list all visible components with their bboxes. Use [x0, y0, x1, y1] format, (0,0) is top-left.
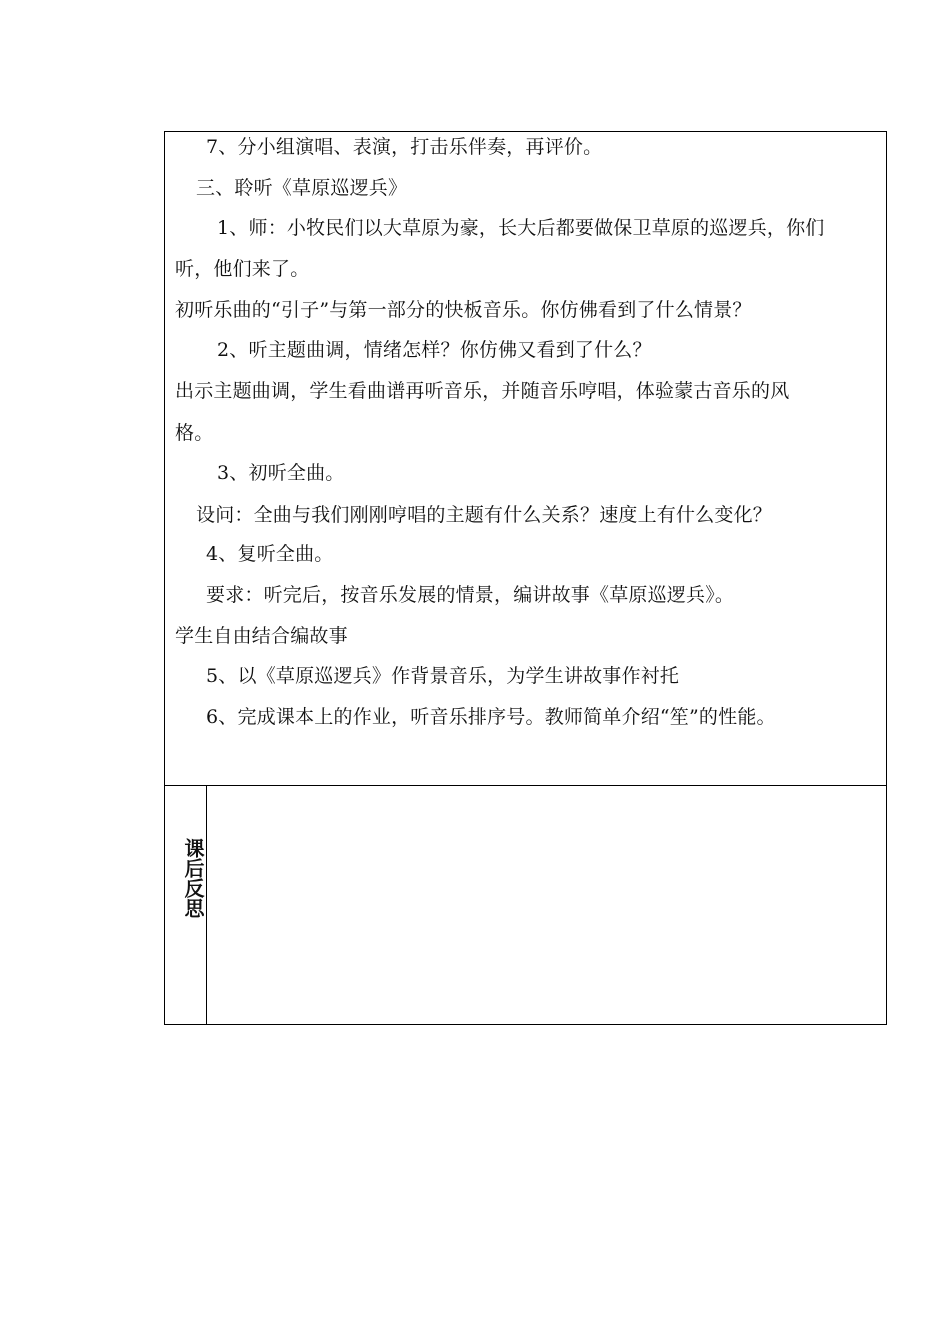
lesson-line: 三、聆听《草原巡逻兵》 — [196, 177, 408, 199]
lesson-line: 要求：听完后，按音乐发展的情景，编讲故事《草原巡逻兵》。 — [206, 584, 735, 606]
reflection-label-cell — [165, 786, 207, 1024]
lesson-line: 设问：全曲与我们刚刚哼唱的主题有什么关系？速度上有什么变化？ — [196, 504, 773, 526]
lesson-line: 出示主题曲调，学生看曲谱再听音乐，并随音乐哼唱，体验蒙古音乐的风 — [175, 380, 790, 402]
lesson-plan-table — [164, 131, 887, 1025]
lesson-line: 格。 — [175, 422, 214, 444]
reflection-label: 课后反思 — [181, 838, 205, 918]
lesson-line: 3、初听全曲。 — [217, 462, 345, 484]
lesson-line: 初听乐曲的“引子”与第一部分的快板音乐。你仿佛看到了什么情景？ — [175, 299, 752, 321]
reflection-content-cell — [207, 786, 886, 1024]
lesson-line: 听，他们来了。 — [175, 258, 310, 280]
lesson-line: 7、分小组演唱、表演，打击乐伴奏，再评价。 — [206, 136, 603, 158]
lesson-line: 2、听主题曲调，情绪怎样？你仿佛又看到了什么？ — [217, 339, 652, 361]
lesson-line: 5、以《草原巡逻兵》作背景音乐，为学生讲故事作衬托 — [206, 665, 680, 687]
lesson-line: 6、完成课本上的作业，听音乐排序号。教师简单介绍“笙”的性能。 — [206, 706, 776, 728]
lesson-line: 4、复听全曲。 — [206, 543, 334, 565]
lesson-line: 学生自由结合编故事 — [175, 625, 348, 647]
lesson-content-cell — [165, 132, 886, 786]
lesson-line: 1、师：小牧民们以大草原为豪，长大后都要做保卫草原的巡逻兵，你们 — [217, 217, 825, 239]
